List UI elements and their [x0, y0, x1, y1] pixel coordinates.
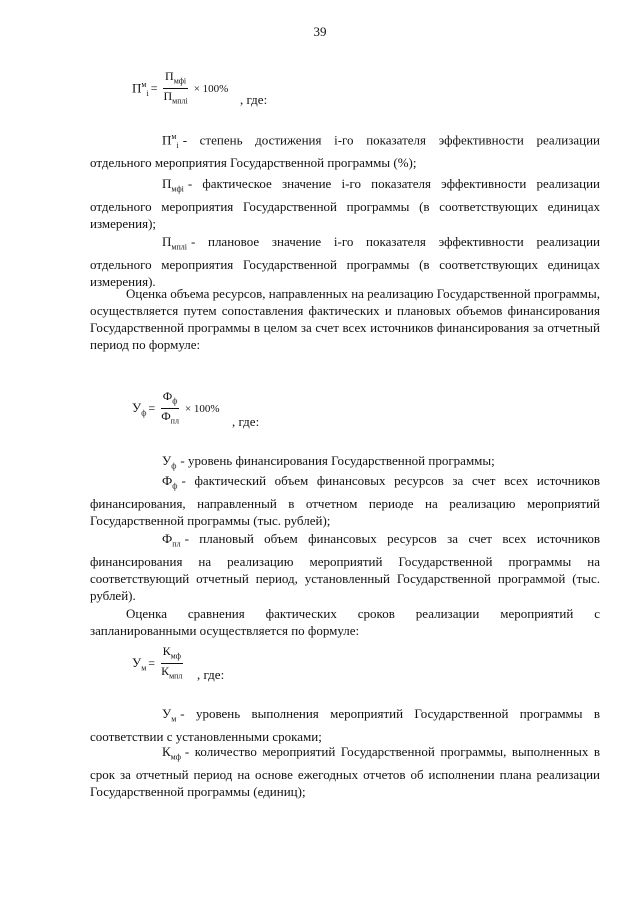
fraction: $\frac{К_{мф}}{К_{мпл}}$: [161, 644, 183, 681]
formula-efficiency: $П^м_i$ = $\frac{П_{мфi}}{П_{мплi}}$ × 100%: [132, 69, 229, 106]
definition: $П_{мплi}$ - плановое значение i-го показателя эффективности реализации отдельного мероприятия Государственной программы (в соответствующих единицах измерения).: [90, 234, 600, 289]
definition: $П^м_i$ - степень достижения i-го показателя эффективности реализации отдельного мероприятия Государственной программы (%);: [90, 132, 600, 170]
where-label: , где:: [197, 667, 225, 682]
where-label: , где:: [240, 92, 268, 107]
definition: $К_{мф}$ - количество мероприятий Государственной программы, выполненных в срок за отчетный период на основе ежегодных отчетов об исполнении плана реализации Государственной программы (единиц);: [90, 744, 600, 799]
definition: $У_м$ - уровень выполнения мероприятий Государственной программы в соответствии с установленными сроками;: [90, 706, 600, 744]
paragraph: Оценка сравнения фактических сроков реализации мероприятий с запланированными осуществляется по формуле:: [90, 606, 600, 638]
formula-financing: $У_ф$ = $\frac{Ф_ф}{Ф_{пл}}$ × 100%: [132, 389, 220, 426]
definition: $У_ф$ - уровень финансирования Государственной программы;: [162, 453, 495, 471]
fraction: $\frac{Ф_ф}{Ф_{пл}}$: [161, 389, 179, 426]
where-label: , где:: [232, 414, 260, 429]
definition: $П_{мфi}$ - фактическое значение i-го показателя эффективности реализации отдельного мероприятия Государственной программы (в соответствующих единицах измерения);: [90, 176, 600, 231]
page-number: 39: [313, 24, 327, 39]
definition: $Ф_ф$ - фактический объем финансовых ресурсов за счет всех источников финансирования, направленный в отчетном периоде на реализацию мероприятий Государственной программы (тыс. рублей);: [90, 473, 600, 528]
fraction: $\frac{П_{мфi}}{П_{мплi}}$: [163, 69, 188, 106]
paragraph: Оценка объема ресурсов, направленных на реализацию Государственной программы, осуществляется путем сопоставления фактических и плановых объемов финансирования Государственной программы в целом за счет всех источников финансирования за отчетный период по формуле:: [90, 286, 600, 352]
formula-deadlines: $У_м$ = $\frac{К_{мф}}{К_{мпл}}$: [132, 644, 183, 681]
definition: $Ф_{пл}$ - плановый объем финансовых ресурсов за счет всех источников финансирования на реализацию мероприятий Государственной программы на соответствующий отчетный период, установленный Государственной программой (тыс. рублей).: [90, 531, 600, 603]
